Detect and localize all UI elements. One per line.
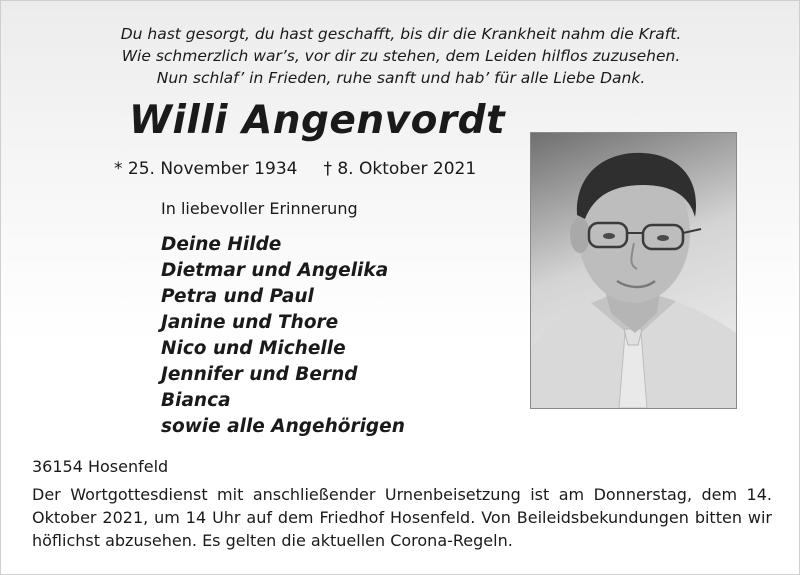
family-member: Jennifer und Bernd (161, 364, 358, 385)
family-member: Nico und Michelle (161, 338, 346, 359)
birth-date: * 25. November 1934 (114, 159, 298, 179)
funeral-notice: Der Wortgottesdienst mit anschließender Urnenbeisetzung ist am Donnerstag, dem 14. Oktober 2021, um 14 Uhr auf dem Friedhof Hosenfeld. Von Beileidsbekundungen bitten wir höflichst abzusehen. Es gelten die aktuellen Corona-Regeln. (32, 485, 772, 550)
remembrance-line: In liebevoller Erinnerung (161, 199, 358, 218)
family-list (161, 232, 405, 440)
portrait-photo (530, 132, 737, 409)
poem-line-3: Nun schlaf’ in Frieden, ruhe sanft und hab’ für alle Liebe Dank. (156, 69, 646, 87)
family-member: sowie alle Angehörigen (161, 416, 405, 437)
family-member: Petra und Paul (161, 286, 314, 307)
family-member: Janine und Thore (161, 312, 339, 333)
life-dates (114, 159, 476, 179)
poem-line-1: Du hast gesorgt, du hast geschafft, bis dir die Krankheit nahm die Kraft. (120, 25, 682, 43)
deceased-name: Willi Angenvordt (129, 98, 506, 143)
city: 36154 Hosenfeld (32, 457, 169, 476)
poem (1, 23, 800, 89)
portrait-illustration (531, 133, 736, 408)
family-member: Dietmar und Angelika (161, 260, 389, 281)
family-member: Deine Hilde (161, 234, 282, 255)
family-member: Bianca (161, 390, 231, 411)
poem-line-2: Wie schmerzlich war’s, vor dir zu stehen, dem Leiden hilflos zuzusehen. (121, 47, 681, 65)
death-date: † 8. Oktober 2021 (323, 159, 477, 179)
